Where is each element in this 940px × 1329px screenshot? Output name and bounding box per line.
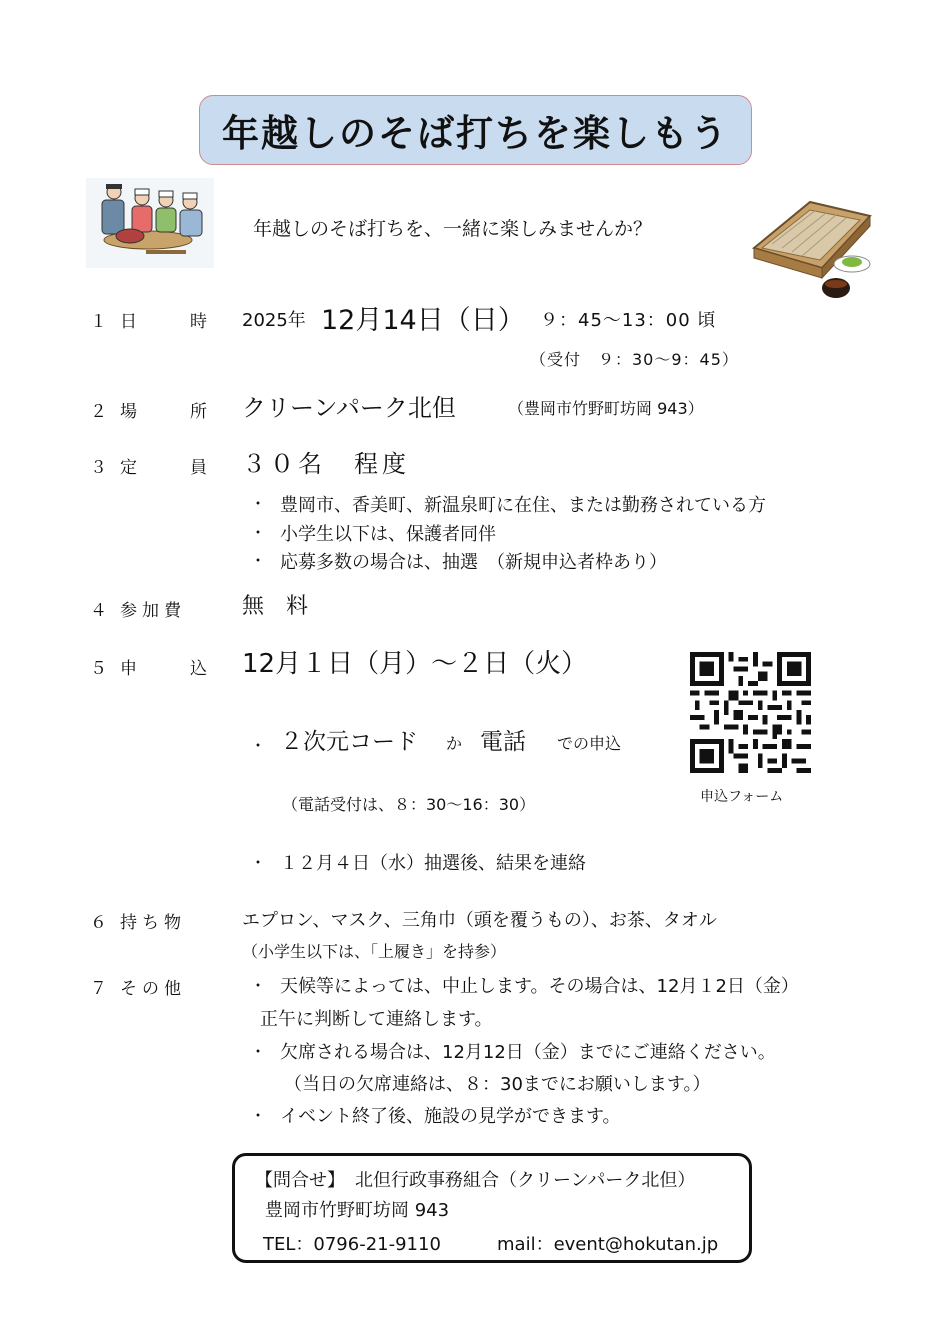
contact-address: 豊岡市竹野町坊岡 943: [265, 1200, 450, 1221]
apply-method-qr: ２次元コード: [280, 729, 418, 755]
bullet-mark: ・: [250, 523, 267, 542]
other-line-1: 天候等によっては、中止します。その場合は、12月１2日（金）: [280, 976, 799, 997]
belongings-value: エプロン、マスク、三角巾（頭を覆うもの）、お茶、タオル: [242, 910, 717, 931]
item-3-number: ３: [90, 458, 107, 478]
page-title: 年越しのそば打ちを楽しもう: [222, 112, 729, 155]
item-6-number: ６: [90, 913, 107, 933]
apply-method-phone: 電話: [480, 729, 526, 755]
contact-mail[interactable]: mail：event@hokutan.jp: [497, 1234, 719, 1255]
title-banner: [199, 95, 752, 165]
item-2-number: ２: [90, 402, 107, 422]
item-2-label: 場 所: [120, 402, 225, 422]
bullet-mark: ・: [250, 494, 267, 513]
place-address: （豊岡市竹野町坊岡 943）: [508, 399, 704, 418]
contact-box: [232, 1153, 752, 1263]
contact-org: 北但行政事務組合（クリーンパーク北但）: [355, 1170, 696, 1191]
apply-phone-hours: （電話受付は、８：30～16：30）: [282, 795, 536, 814]
date-year: 2025年: [242, 310, 306, 331]
item-4-label: 参加費: [120, 601, 186, 621]
capacity-bullet-3: 応募多数の場合は、抽選 （新規申込者枠あり）: [280, 552, 667, 573]
qr-code-icon[interactable]: [690, 652, 811, 773]
bullet-mark: ・: [250, 551, 267, 570]
bullet-mark: ・: [250, 976, 267, 995]
other-line-3: イベント終了後、施設の見学ができます。: [280, 1106, 621, 1127]
item-5-label: 申 込: [120, 659, 225, 679]
other-line-1b: 正午に判断して連絡します。: [260, 1009, 493, 1030]
belongings-note: （小学生以下は、「上履き」を持参）: [242, 942, 507, 961]
date-time: ９：45～13：00 頃: [540, 310, 717, 331]
subtitle: 年越しのそば打ちを、一緒に楽しみませんか？: [253, 218, 653, 240]
item-7-number: ７: [90, 979, 107, 999]
apply-method-or: か: [446, 734, 463, 753]
bullet-mark: ・: [250, 1042, 267, 1061]
contact-heading: 【問合せ】: [255, 1170, 345, 1191]
bullet-mark: ・: [250, 1106, 267, 1125]
date-reception: （受付 ９：30～9：45）: [530, 350, 739, 369]
item-1-label: 日 時: [120, 312, 225, 332]
apply-period: 12月１日（月）～２日（火）: [242, 649, 588, 679]
other-line-2: 欠席される場合は、12月12日（金）までにご連絡ください。: [280, 1042, 776, 1063]
apply-method-suffix: での申込: [557, 734, 622, 753]
item-5-number: ５: [90, 659, 107, 679]
capacity-bullet-1: 豊岡市、香美町、新温泉町に在住、または勤務されている方: [280, 495, 766, 516]
contact-tel[interactable]: TEL：0796-21-9110: [263, 1234, 441, 1255]
date-main: 12月14日（日）: [321, 305, 525, 336]
apply-result: １２月４日（水）抽選後、結果を連絡: [280, 853, 586, 874]
fee-value: 無 料: [242, 594, 309, 619]
item-1-number: １: [90, 312, 107, 332]
bullet-mark: ・: [250, 736, 267, 755]
capacity-bullet-2: 小学生以下は、保護者同伴: [280, 524, 496, 545]
item-4-number: ４: [90, 601, 107, 621]
item-3-label: 定 員: [120, 458, 225, 478]
bullet-mark: ・: [250, 853, 267, 872]
qr-caption: 申込フォーム: [700, 789, 784, 805]
soba-tray-icon: [752, 198, 874, 302]
capacity-value: ３０名 程度: [242, 450, 410, 478]
item-6-label: 持ち物: [120, 913, 186, 933]
item-7-label: その他: [120, 979, 186, 999]
place-name: クリーンパーク北但: [242, 394, 456, 422]
other-line-2b: （当日の欠席連絡は、８：30までにお願いします。）: [284, 1074, 711, 1095]
soba-making-people-icon: [86, 178, 214, 268]
